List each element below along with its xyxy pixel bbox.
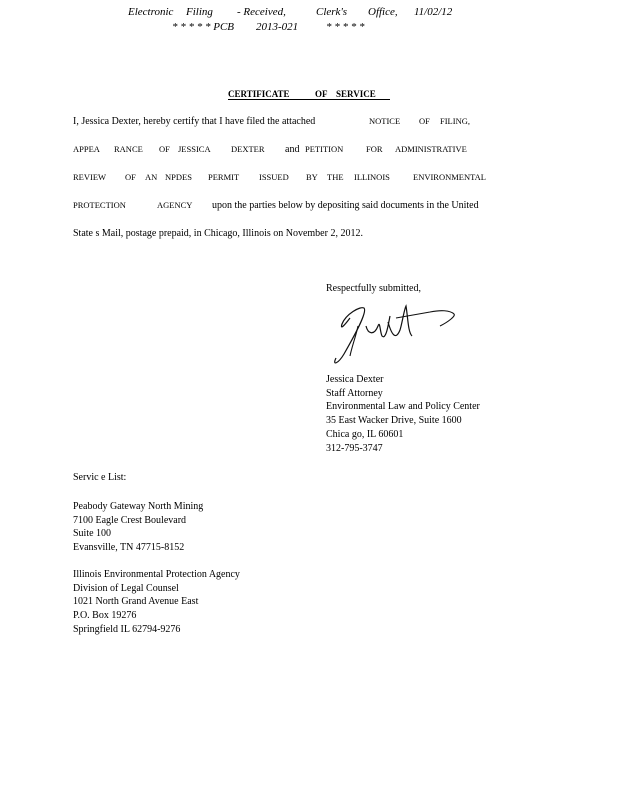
- body-word: PETITION: [305, 144, 344, 154]
- signer-title: Staff Attorney: [326, 387, 383, 399]
- body-word: FILING,: [440, 116, 470, 126]
- body-word: ILLINOIS: [354, 172, 390, 182]
- title-underline: [228, 99, 390, 100]
- body-word: REVIEW: [73, 172, 107, 182]
- body-word: AN: [145, 172, 158, 182]
- signer-city: Chica go, IL 60601: [326, 428, 404, 440]
- recipient-line: Illinois Environmental Protection Agency: [73, 569, 240, 580]
- body-word: OF: [159, 144, 170, 154]
- body-word: PROTECTION: [73, 200, 126, 210]
- recipient-iepa: [73, 568, 240, 637]
- filing-stamp-line-1: [0, 6, 618, 20]
- recipient-peabody: [73, 500, 203, 555]
- signature-block: [326, 373, 480, 455]
- title-word: OF: [315, 89, 328, 99]
- body-word: OF: [419, 116, 430, 126]
- body-word: FOR: [366, 144, 383, 154]
- stamp-word: Clerk's: [316, 6, 348, 18]
- recipient-line: 7100 Eagle Crest Boulevard: [73, 514, 187, 526]
- body-word: JESSICA: [178, 144, 211, 154]
- body-line-5: State s Mail, postage prepaid, in Chicago, Illinois on November 2, 2012.: [73, 228, 363, 239]
- body-line-3: [73, 172, 486, 186]
- recipient-line: Division of Legal Counsel: [73, 582, 179, 594]
- body-word: ISSUED: [259, 172, 289, 182]
- stamp-word: - Received,: [237, 6, 286, 18]
- signer-address: 35 East Wacker Drive, Suite 1600: [326, 415, 462, 427]
- recipient-line: Suite 100: [73, 528, 112, 540]
- stamp-case-prefix: * * * * * PCB: [172, 21, 235, 33]
- signer-phone: 312-795-3747: [326, 442, 383, 454]
- body-word: ENVIRONMENTAL: [413, 172, 486, 182]
- closing: Respectfully submitted,: [326, 283, 421, 294]
- recipient-line: Peabody Gateway North Mining: [73, 501, 204, 512]
- body-word: ADMINISTRATIVE: [395, 144, 467, 154]
- body-word: AGENCY: [157, 200, 193, 210]
- recipient-line: P.O. Box 19276: [73, 610, 137, 622]
- title-word: CERTIFICATE: [228, 89, 290, 99]
- body-text: upon the parties below by depositing said documents in the United: [212, 200, 479, 211]
- recipient-line: Evansville, TN 47715-8152: [73, 542, 185, 554]
- recipient-line: Springfield IL 62794-9276: [73, 623, 181, 635]
- body-word: and: [285, 144, 300, 155]
- body-text: I, Jessica Dexter, hereby certify that I have filed the attached: [73, 116, 316, 127]
- body-word: RANCE: [114, 144, 143, 154]
- body-word: PERMIT: [208, 172, 240, 182]
- recipient-line: 1021 North Grand Avenue East: [73, 596, 199, 608]
- stamp-date: 11/02/12: [414, 6, 453, 18]
- body-word: THE: [327, 172, 344, 182]
- service-list-label: Servic e List:: [73, 472, 127, 483]
- stamp-word: Filing: [186, 6, 213, 18]
- body-line-1: [73, 116, 478, 130]
- certificate-title: [0, 89, 618, 102]
- stamp-case-number: 2013-021: [256, 21, 299, 33]
- stamp-word: Electronic: [128, 6, 174, 18]
- handwritten-signature: [330, 296, 460, 368]
- body-word: DEXTER: [231, 144, 265, 154]
- body-word: BY: [306, 172, 318, 182]
- body-word: NOTICE: [369, 116, 401, 126]
- title-word: SERVICE: [336, 89, 376, 99]
- body-word: OF: [125, 172, 136, 182]
- body-line-4: [73, 200, 478, 214]
- body-line-2: [73, 144, 478, 158]
- stamp-stars: * * * * *: [326, 21, 365, 33]
- body-word: APPEA: [73, 144, 100, 154]
- signer-organization: Environmental Law and Policy Center: [326, 401, 480, 413]
- filing-stamp-line-2: [0, 21, 618, 35]
- stamp-word: Office,: [368, 6, 398, 18]
- body-word: NPDES: [165, 172, 192, 182]
- signer-name: Jessica Dexter: [326, 374, 384, 385]
